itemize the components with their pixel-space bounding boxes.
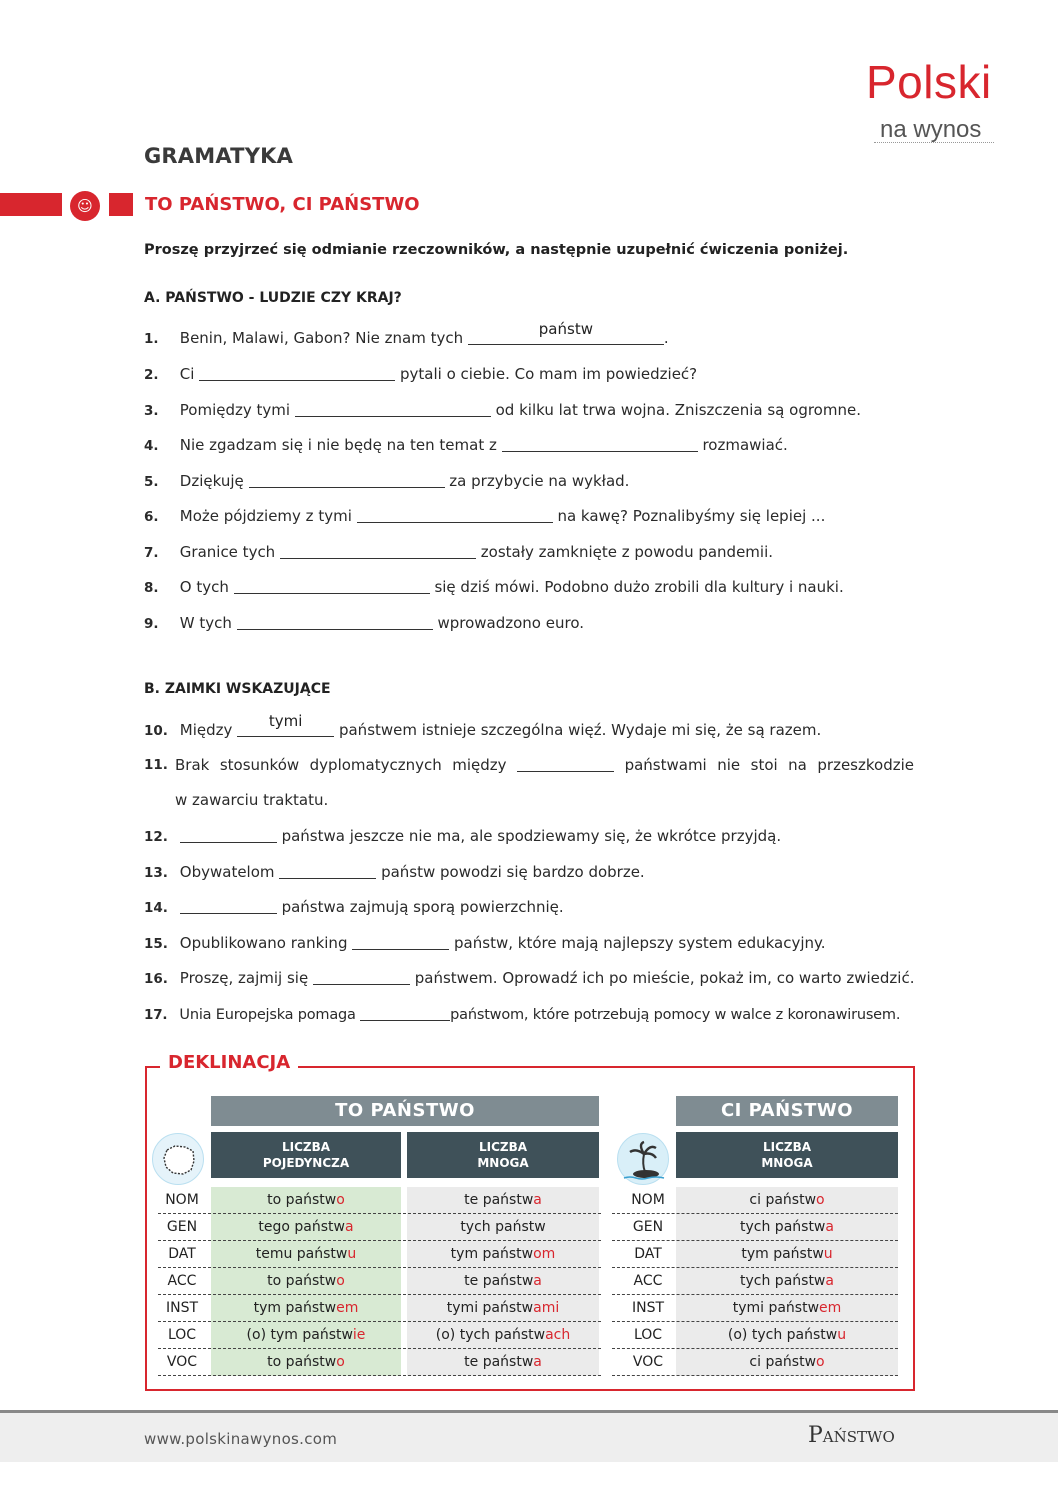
item-text-before: Pomiędzy tymi bbox=[179, 401, 291, 419]
exercise-item bbox=[144, 933, 914, 952]
answer-blank[interactable] bbox=[234, 577, 430, 594]
ending-highlight: om bbox=[533, 1246, 556, 1262]
item-text-before: O tych bbox=[179, 578, 229, 596]
exercise-item bbox=[144, 613, 914, 632]
plural-form: tych państw bbox=[407, 1214, 599, 1241]
case-label: GEN bbox=[632, 1219, 664, 1235]
item-text-after: państw powodzi się bardzo dobrze. bbox=[381, 863, 645, 881]
ending-highlight: o bbox=[336, 1273, 345, 1289]
answer-blank[interactable] bbox=[468, 320, 664, 345]
item-number: 6. bbox=[144, 509, 159, 525]
singular-form: to państwo bbox=[211, 1349, 401, 1376]
exercise-item bbox=[144, 435, 914, 454]
island-icon bbox=[617, 1133, 669, 1185]
ci-plural-label-line2: MNOGA bbox=[761, 1156, 813, 1170]
item-number: 12. bbox=[144, 829, 168, 845]
exercise-item bbox=[175, 755, 914, 774]
case-label: INST bbox=[165, 1300, 199, 1316]
item-text-after: państwem istnieje szczególna więź. Wydaje mi się, że są razem. bbox=[338, 721, 822, 739]
case-label: LOC bbox=[167, 1327, 197, 1343]
singular-form: tym państwem bbox=[211, 1295, 401, 1322]
item-text-before: Proszę, zajmij się bbox=[179, 969, 309, 987]
singular-header bbox=[211, 1132, 401, 1178]
singular-form: to państwo bbox=[211, 1268, 401, 1295]
case-label: DAT bbox=[168, 1246, 196, 1262]
logo-divider bbox=[874, 142, 994, 143]
item-text-before: Obywatelom bbox=[179, 863, 275, 881]
item-number: 15. bbox=[144, 936, 168, 952]
item-text-before: Może pójdziemy z tymi bbox=[179, 507, 352, 525]
item-text-before: Ci bbox=[179, 365, 195, 383]
answer-blank[interactable] bbox=[360, 1004, 450, 1021]
item-text-after: wprowadzono euro. bbox=[437, 614, 585, 632]
case-label: NOM bbox=[631, 1192, 665, 1208]
part-b-heading: B. ZAIMKI WSKAZUJĄCE bbox=[144, 681, 331, 697]
plural-label-line1: LICZBA bbox=[478, 1140, 528, 1154]
footer-title: Państwo bbox=[808, 1423, 895, 1448]
answer-blank[interactable] bbox=[295, 400, 491, 417]
item-text-after: państw, które mają najlepszy system edukacyjny. bbox=[454, 934, 826, 952]
ending-highlight: a bbox=[344, 1219, 354, 1235]
case-label: LOC bbox=[633, 1327, 663, 1343]
item-text-before: W tych bbox=[179, 614, 232, 632]
case-label: NOM bbox=[165, 1192, 199, 1208]
people-icon: ☺ bbox=[70, 191, 100, 221]
accent-bar bbox=[0, 193, 62, 216]
declension-title: DEKLINACJA bbox=[160, 1052, 298, 1073]
exercise-item bbox=[144, 471, 914, 490]
item-text-after: państwa jeszcze nie ma, ale spodziewamy się, że wkrótce przyjdą. bbox=[281, 827, 782, 845]
answer-blank[interactable] bbox=[249, 471, 445, 488]
item-text-before: Opublikowano ranking bbox=[179, 934, 348, 952]
ending-highlight: a bbox=[825, 1273, 834, 1289]
item-text-after: państwa zajmują sporą powierzchnię. bbox=[281, 898, 564, 916]
item-text-after: na kawę? Poznalibyśmy się lepiej ... bbox=[557, 507, 826, 525]
case-label: VOC bbox=[632, 1354, 664, 1370]
ending-highlight: a bbox=[825, 1219, 834, 1235]
ending-highlight: o bbox=[816, 1192, 825, 1208]
footer-url[interactable]: www.polskinawynos.com bbox=[144, 1430, 338, 1448]
answer-blank[interactable] bbox=[502, 435, 698, 452]
singular-form: temu państwu bbox=[211, 1241, 401, 1268]
answer-blank[interactable] bbox=[237, 712, 334, 737]
item-text-after: od kilku lat trwa wojna. Zniszczenia są ogromne. bbox=[495, 401, 861, 419]
plural-form: tym państwom bbox=[407, 1241, 599, 1268]
item-number: 4. bbox=[144, 438, 159, 454]
exercise-item bbox=[144, 542, 914, 561]
item-text-before: Granice tych bbox=[179, 543, 276, 561]
part-a-heading: A. PAŃSTWO - LUDZIE CZY KRAJ? bbox=[144, 290, 402, 306]
section-title: GRAMATYKA bbox=[144, 144, 294, 168]
item-text-after: państwom, które potrzebują pomocy w walce z koronawirusem. bbox=[450, 1007, 901, 1023]
ending-highlight: a bbox=[533, 1273, 542, 1289]
lesson-subtitle: TO PAŃSTWO, CI PAŃSTWO bbox=[145, 194, 420, 215]
item-text-after: za przybycie na wykład. bbox=[449, 472, 630, 490]
ci-plural-form: (o) tych państwu bbox=[676, 1322, 898, 1349]
item-text-before: Dziękuję bbox=[179, 472, 244, 490]
item-text-before: Benin, Malawi, Gabon? Nie znam tych bbox=[179, 329, 464, 347]
to-panstwo-header: TO PAŃSTWO bbox=[211, 1096, 599, 1126]
logo-main-text: Polski bbox=[866, 56, 992, 108]
ending-highlight: u bbox=[837, 1327, 847, 1343]
ci-plural-form: tymi państwem bbox=[676, 1295, 898, 1322]
exercise-item bbox=[144, 712, 914, 739]
item-text-after: zostały zamknięte z powodu pandemii. bbox=[480, 543, 774, 561]
exercise-item bbox=[144, 364, 914, 383]
item-number: 16. bbox=[144, 971, 168, 987]
answer-blank[interactable] bbox=[237, 613, 433, 630]
ci-plural-label-line1: LICZBA bbox=[762, 1140, 812, 1154]
ending-highlight: ach bbox=[545, 1327, 571, 1343]
row-divider bbox=[158, 1375, 601, 1376]
ci-plural-header bbox=[676, 1132, 898, 1178]
case-label: GEN bbox=[166, 1219, 198, 1235]
answer-blank[interactable] bbox=[352, 933, 449, 950]
exercise-item bbox=[144, 320, 914, 347]
item-text-after: . bbox=[663, 329, 669, 347]
item-number: 8. bbox=[144, 580, 159, 596]
item-number: 2. bbox=[144, 367, 159, 383]
exercise-item bbox=[144, 826, 914, 845]
ending-highlight: ie bbox=[352, 1327, 366, 1343]
ending-highlight: a bbox=[533, 1354, 542, 1370]
item-text-after: państwem. Oprowadź ich po mieście, pokaż im, co warto zwiedzić. bbox=[414, 969, 915, 987]
item-number: 17. bbox=[144, 1007, 168, 1023]
ending-highlight: o bbox=[336, 1354, 345, 1370]
case-label: INST bbox=[631, 1300, 665, 1316]
item-text-before: Brak stosunków dyplomatycznych między bbox=[175, 756, 507, 774]
case-label: ACC bbox=[633, 1273, 663, 1289]
ending-highlight: o bbox=[336, 1192, 345, 1208]
ci-plural-form: ci państwo bbox=[676, 1349, 898, 1376]
answer-blank[interactable] bbox=[279, 862, 376, 879]
item-number: 1. bbox=[144, 331, 159, 347]
exercise-item bbox=[144, 400, 914, 419]
item-number: 11. bbox=[144, 757, 168, 773]
answer-blank[interactable] bbox=[199, 364, 395, 381]
plural-form: te państwa bbox=[407, 1268, 599, 1295]
plural-form: (o) tych państwach bbox=[407, 1322, 599, 1349]
answer-blank[interactable] bbox=[180, 897, 277, 914]
plural-label-line2: MNOGA bbox=[477, 1156, 529, 1170]
plural-form: te państwa bbox=[407, 1349, 599, 1376]
answer-blank[interactable] bbox=[357, 506, 553, 523]
item-text-after: pytali o ciebie. Co mam im powiedzieć? bbox=[400, 365, 698, 383]
item-text-before: Między bbox=[179, 721, 233, 739]
item-text-after: rozmawiać. bbox=[702, 436, 788, 454]
singular-form: (o) tym państwie bbox=[211, 1322, 401, 1349]
case-label: VOC bbox=[166, 1354, 198, 1370]
singular-form: tego państwa bbox=[211, 1214, 401, 1241]
ending-highlight: a bbox=[533, 1192, 542, 1208]
logo-sub-text: na wynos bbox=[880, 116, 982, 143]
item-number: 9. bbox=[144, 616, 159, 632]
item-number: 3. bbox=[144, 403, 159, 419]
answer-text: tymi bbox=[268, 712, 303, 730]
logo bbox=[866, 56, 1006, 143]
ending-highlight: o bbox=[816, 1354, 825, 1370]
ci-plural-form: tych państwa bbox=[676, 1214, 898, 1241]
case-label: ACC bbox=[167, 1273, 197, 1289]
ending-highlight: ami bbox=[533, 1300, 560, 1316]
exercise-item bbox=[144, 506, 914, 525]
exercise-item bbox=[144, 968, 914, 987]
item-text-before: Unia Europejska pomaga bbox=[179, 1007, 356, 1023]
ci-plural-form: tym państwu bbox=[676, 1241, 898, 1268]
item-text-after: się dziś mówi. Podobno dużo zrobili dla kultury i nauki. bbox=[434, 578, 844, 596]
case-label: DAT bbox=[634, 1246, 662, 1262]
item-number: 10. bbox=[144, 723, 168, 739]
answer-blank[interactable] bbox=[180, 826, 277, 843]
answer-blank[interactable] bbox=[280, 542, 476, 559]
singular-label-line1: LICZBA bbox=[281, 1140, 331, 1154]
instruction: Proszę przyjrzeć się odmianie rzeczowników, a następnie uzupełnić ćwiczenia poniżej. bbox=[144, 242, 849, 258]
plural-form: te państwa bbox=[407, 1187, 599, 1214]
ending-highlight: u bbox=[347, 1246, 357, 1262]
ending-highlight: u bbox=[823, 1246, 833, 1262]
plural-header bbox=[407, 1132, 599, 1178]
accent-bar-small bbox=[109, 193, 133, 216]
row-divider bbox=[612, 1375, 898, 1376]
singular-form: to państwo bbox=[211, 1187, 401, 1214]
plural-form: tymi państwami bbox=[407, 1295, 599, 1322]
item-number: 5. bbox=[144, 474, 159, 490]
ci-plural-form: tych państwa bbox=[676, 1268, 898, 1295]
item-number: 14. bbox=[144, 900, 168, 916]
singular-label-line2: POJEDYNCZA bbox=[262, 1156, 350, 1170]
country-map-icon bbox=[152, 1133, 204, 1185]
ending-highlight: em bbox=[819, 1300, 842, 1316]
exercise-item bbox=[144, 897, 914, 916]
item-text-after: państwami nie stoi na przeszkodzie bbox=[624, 756, 914, 774]
exercise-item bbox=[144, 862, 914, 881]
answer-blank[interactable] bbox=[313, 968, 410, 985]
ci-panstwo-header: CI PAŃSTWO bbox=[676, 1096, 898, 1126]
exercise-item bbox=[144, 1004, 914, 1023]
item-number: 13. bbox=[144, 865, 168, 881]
item-number: 7. bbox=[144, 545, 159, 561]
ci-plural-form: ci państwo bbox=[676, 1187, 898, 1214]
exercise-item bbox=[144, 577, 914, 596]
answer-blank[interactable] bbox=[517, 755, 614, 772]
answer-text: państw bbox=[538, 320, 593, 338]
ending-highlight: em bbox=[336, 1300, 359, 1316]
item-text-continued: w zawarciu traktatu. bbox=[175, 791, 329, 809]
item-text-before: Nie zgadzam się i nie będę na ten temat z bbox=[179, 436, 497, 454]
